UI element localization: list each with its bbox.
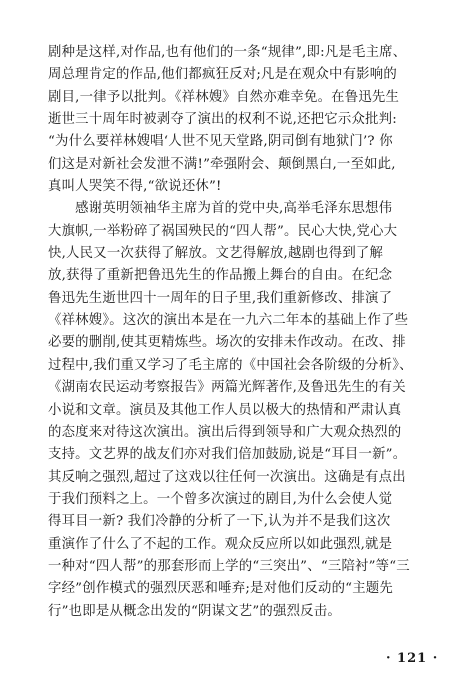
- text-line: 一种对“四人帮”的那套形而上学的“三突出”、“三陪衬”等“三: [48, 558, 410, 574]
- text-line: 字经”创作模式的强烈厌恶和唾弃;是对他们反动的“主题先: [48, 581, 393, 597]
- text-line: 行”也即是从概念出发的“阴谋文艺”的强烈反击。: [48, 603, 341, 619]
- text-line: 其反响之强烈,超过了这戏以往任何一次演出。这确是有点出: [48, 469, 406, 485]
- text-line: 放,获得了重新把鲁迅先生的作品搬上舞台的自由。在纪念: [48, 268, 393, 284]
- text-line: 鲁迅先生逝世四十一周年的日子里,我们重新修改、排演了: [48, 290, 393, 306]
- text-line: 剧目,一律予以批判。《祥林嫂》自然亦难幸免。在鲁迅先生: [48, 89, 400, 105]
- text-line: 过程中,我们重又学习了毛主席的《中国社会各阶级的分析》、: [48, 357, 413, 373]
- text-line: 快,人民又一次获得了解放。文艺得解放,越剧也得到了解: [48, 246, 384, 262]
- body-text: [48, 42, 438, 623]
- text-line: 们这是对新社会发泄不满!”牵强附会、颠倒黑白,一至如此,: [48, 156, 396, 172]
- text-line: 必要的删削,使其更精炼些。场次的安排未作改动。在改、排: [48, 335, 406, 351]
- text-line: 真叫人哭笑不得,“欲说还休”!: [48, 179, 222, 195]
- text-line: 逝世三十周年时被剥夺了演出的权利不说,还把它示众批判:: [48, 112, 397, 128]
- text-line: 大旗帜,一举粉碎了祸国殃民的“四人帮”。民心大快,党心大: [48, 223, 398, 239]
- text-line: 的态度来对待这次演出。演出后得到领导和广大观众热烈的: [48, 424, 402, 440]
- text-line: 得耳目一新? 我们冷静的分析了一下,认为并不是我们这次: [48, 514, 391, 530]
- text-line: 《湖南农民运动考察报告》两篇光辉著作,及鲁迅先生的有关: [48, 380, 406, 396]
- text-line: 重演作了什么了不起的工作。观众反应所以如此强烈,就是: [48, 536, 393, 552]
- page-number: · 121 ·: [386, 651, 439, 666]
- text-line: 剧种是这样,对作品,也有他们的一条“规律”,即:凡是毛主席、: [48, 45, 407, 60]
- text-line: 支持。文艺界的战友们亦对我们倍加鼓励,说是“耳目一新”。: [48, 447, 407, 463]
- text-line: 小说和文章。演员及其他工作人员以极大的热情和严肃认真: [48, 402, 402, 418]
- text-line: 《祥林嫂》。这次的演出本是在一九六二年本的基础上作了些: [48, 313, 409, 329]
- text-line: 于我们预料之上。一个曾多次演过的剧目,为什么会使人觉: [48, 491, 393, 507]
- text-line: 感谢英明领袖华主席为首的党中央,高举毛泽东思想伟: [48, 201, 393, 217]
- text-line: 周总理肯定的作品,他们都疯狂反对;凡是在观众中有影响的: [48, 67, 397, 83]
- text-line: “为什么要祥林嫂唱‘人世不见天堂路,阴司倒有地狱门’? 你: [48, 134, 393, 150]
